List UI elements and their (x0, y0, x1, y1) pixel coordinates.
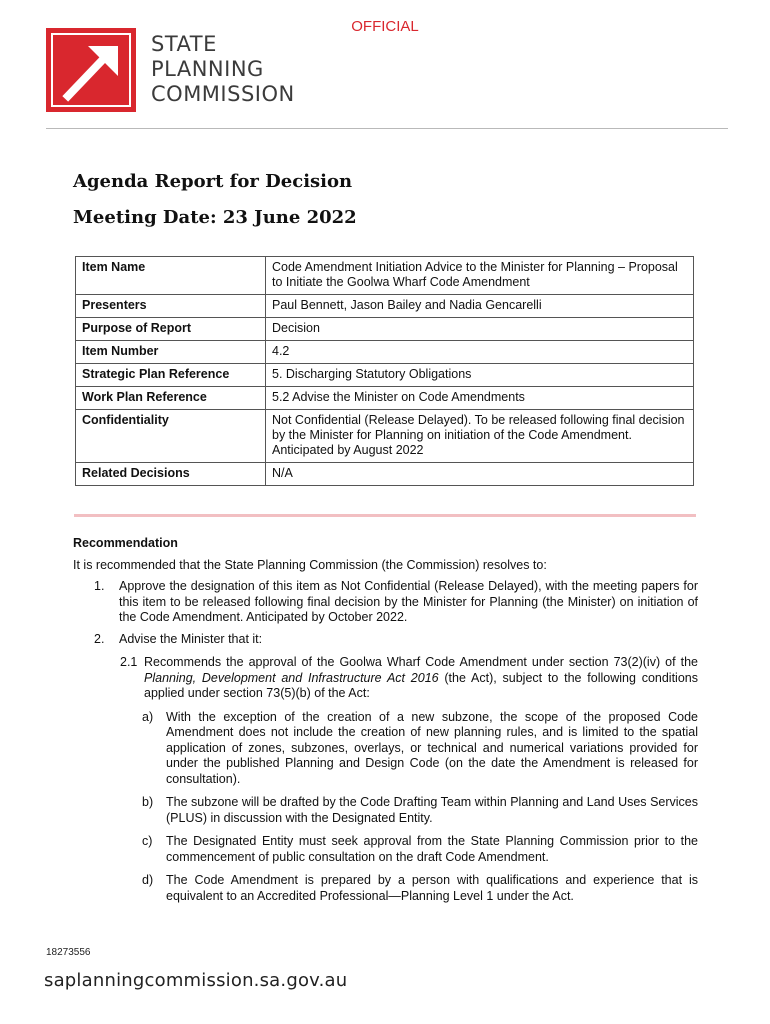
list-number: 1. (94, 579, 105, 593)
logo-line-2: PLANNING (151, 57, 264, 81)
table-row (76, 410, 694, 463)
sub-list-item (120, 655, 698, 702)
row-value: Decision (266, 318, 694, 341)
condition-label: d) (142, 873, 154, 887)
logo-wordmark (151, 32, 295, 107)
row-label: Item Name (76, 257, 266, 295)
list-item (94, 579, 698, 626)
footer-website: saplanningcommission.sa.gov.au (44, 970, 348, 991)
condition-text: With the exception of the creation of a new subzone, the scope of the proposed Code Amendment does not include the creation of new planning rules, and is limited to the spatial application of zones, subzones, overlays, or technical and numerical variations provided for under the published Planning and Design Code (on the date the Amendment is released for consultation). (166, 709, 698, 786)
arrow-up-right-icon (46, 28, 136, 112)
condition-label: c) (142, 834, 153, 848)
logo-line-3: COMMISSION (151, 82, 295, 106)
row-label: Strategic Plan Reference (76, 364, 266, 387)
table-row (76, 318, 694, 341)
act-title: Planning, Development and Infrastructure Act 2016 (144, 670, 439, 685)
sub-list-text-post: (the Act), subject to the following conditions applied under section 73(5)(b) of the Act: (144, 670, 698, 700)
condition-item (142, 873, 698, 904)
page-title: Agenda Report for Decision (73, 171, 353, 192)
row-label: Work Plan Reference (76, 387, 266, 410)
condition-item (142, 795, 698, 826)
logo-line-1: STATE (151, 32, 217, 56)
condition-text: The Code Amendment is prepared by a person with qualifications and experience that is equivalent to an Accredited Professional—Planning Level 1 under the Act. (166, 873, 698, 903)
table-row (76, 364, 694, 387)
row-value: Code Amendment Initiation Advice to the Minister for Planning – Proposal to Initiate the Goolwa Wharf Code Amendment (266, 257, 694, 295)
row-value: 5.2 Advise the Minister on Code Amendments (266, 387, 694, 410)
sub-list-number: 2.1 (120, 655, 138, 669)
row-value: Not Confidential (Release Delayed). To be released following final decision by the Minister for Planning on initiation of the Code Amendment. Anticipated by August 2022 (266, 410, 694, 463)
condition-label: b) (142, 795, 154, 809)
table-row (76, 257, 694, 295)
table-row (76, 295, 694, 318)
document-number: 18273556 (46, 947, 91, 958)
recommendation-heading: Recommendation (73, 536, 178, 550)
agenda-info-table (75, 256, 694, 486)
condition-item (142, 834, 698, 865)
row-label: Purpose of Report (76, 318, 266, 341)
condition-text: The subzone will be drafted by the Code Drafting Team within Planning and Land Uses Services (PLUS) in discussion with the Designated Entity. (166, 795, 698, 825)
condition-label: a) (142, 709, 154, 724)
sub-list-text-pre: Recommends the approval of the Goolwa Wharf Code Amendment under section 73(2)(iv) of the (144, 655, 698, 669)
row-value: 4.2 (266, 341, 694, 364)
row-value: Paul Bennett, Jason Bailey and Nadia Gencarelli (266, 295, 694, 318)
recommendation-section (73, 536, 698, 904)
recommendation-intro: It is recommended that the State Planning Commission (the Commission) resolves to: (73, 557, 547, 572)
table-row (76, 341, 694, 364)
row-label: Presenters (76, 295, 266, 318)
condition-text: The Designated Entity must seek approval from the State Planning Commission prior to the commencement of public consultation on the draft Code Amendment. (166, 834, 698, 864)
row-label: Related Decisions (76, 463, 266, 486)
commission-logo (46, 28, 316, 112)
row-value: 5. Discharging Statutory Obligations (266, 364, 694, 387)
table-row (76, 463, 694, 486)
classification-label: OFFICIAL (351, 18, 419, 35)
row-value: N/A (266, 463, 694, 486)
meeting-date: Meeting Date: 23 June 2022 (73, 207, 357, 228)
list-text: Advise the Minister that it: (119, 631, 263, 646)
row-label: Confidentiality (76, 410, 266, 463)
list-text: Approve the designation of this item as Not Confidential (Release Delayed), with the meeting papers for this item to be released following final decision by the Minister for Planning (the Minister) on initiation of the Code Amendment. Anticipated by October 2022. (119, 579, 698, 624)
row-label: Item Number (76, 341, 266, 364)
list-item (94, 631, 698, 648)
table-row (76, 387, 694, 410)
condition-item (142, 709, 698, 788)
section-divider (74, 514, 696, 517)
header-divider (46, 128, 728, 129)
list-number: 2. (94, 631, 105, 646)
